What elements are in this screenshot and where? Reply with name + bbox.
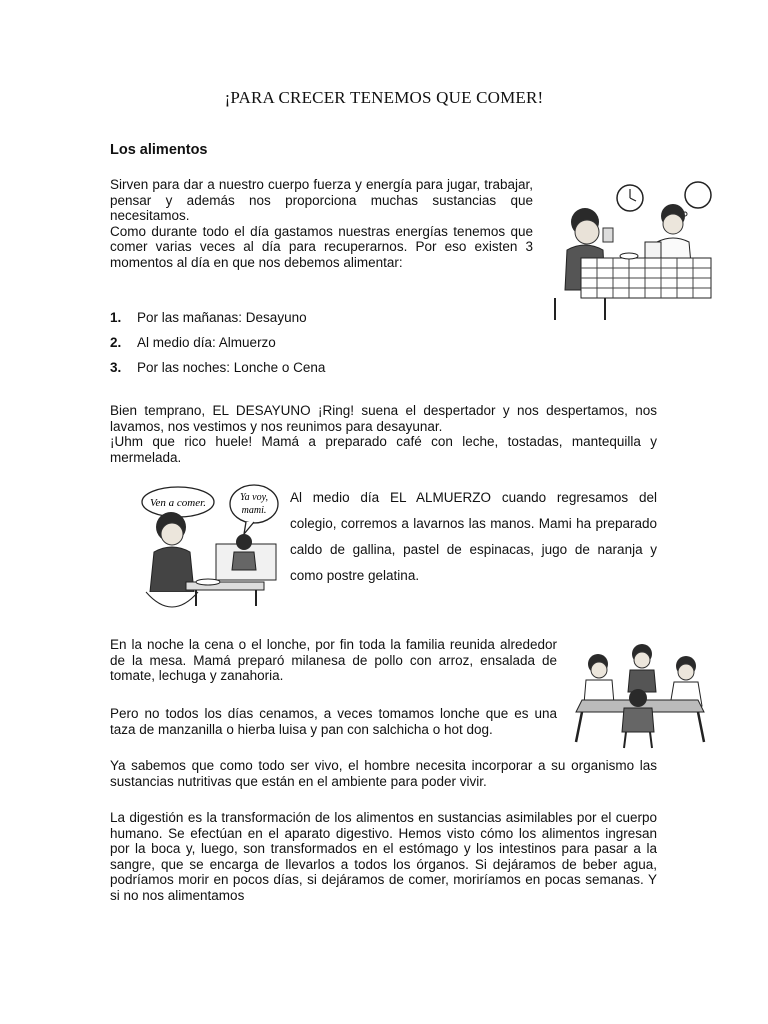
list-item (110, 310, 530, 335)
list-number: 3. (110, 360, 122, 375)
mother-speech-text: Ven a comer. (150, 497, 206, 509)
section-heading: Los alimentos (110, 142, 208, 158)
breakfast-paragraph: Bien temprano, EL DESAYUNO ¡Ring! suena el despertador y nos despertamos, nos lavamos, nos vestimos y nos reunimos para desayunar. ¡Uhm que rico huele! Mamá a preparado café con leche, tostadas, mantequilla y mermelada. (110, 403, 657, 465)
list-item (110, 335, 530, 360)
child-speech-text-1: Ya voy, (240, 492, 268, 503)
list-text: Por las noches: Lonche o Cena (137, 360, 326, 375)
list-text: Por las mañanas: Desayuno (137, 310, 307, 325)
intro-paragraph (110, 177, 533, 270)
nutrients-paragraph: Ya sabemos que como todo ser vivo, el hombre necesita incorporar a su organismo las sustancias nutritivas que están en el ambiente para poder vivir. (110, 758, 657, 789)
digestion-paragraph: La digestión es la transformación de los alimentos en sustancias asimilables por el cuerpo humano. Se efectúan en el aparato digestivo. Hemos visto cómo los alimentos ingresan por la boca y, luego, son transformados en el estómago y los intestinos para pasar a la sangre, que se encarga de llevarlos a todos los órganos. Si dejáramos de beber agua, podríamos morir en pocos días, si dejáramos de comer, moriríamos en pocas semanas. Y si no nos alimentamos (110, 810, 657, 903)
list-item (110, 360, 530, 385)
dinner-paragraph: En la noche la cena o el lonche, por fin toda la familia reunida alrededor de la mesa. Mamá preparó milanesa de pollo con arroz, ensalada de tomate, lechuga y zanahoria. (110, 637, 557, 683)
intro-text: Sirven para dar a nuestro cuerpo fuerza y energía para jugar, trabajar, pensar y además nos proporciona muchas sustancias que necesitamos. Como durante todo el día gastamos nuestras energías tenemos que comer varias veces al día para recuperarnos. Por eso existen 3 momentos al día en que nos debemos alimentar: (110, 177, 533, 270)
dinner-illustration (568, 640, 713, 750)
lunch-paragraph: Al medio día EL ALMUERZO cuando regresamos del colegio, corremos a lavarnos las manos. Mami ha preparado caldo de gallina, pastel de espinacas, jugo de naranja y como postre gelatina. (290, 490, 657, 583)
lunch-illustration (116, 482, 282, 622)
breakfast-illustration (545, 180, 712, 320)
meal-times-list (110, 310, 530, 385)
list-number: 2. (110, 335, 122, 350)
document-title: ¡PARA CRECER TENEMOS QUE COMER! (224, 88, 544, 107)
list-number: 1. (110, 310, 122, 325)
list-text: Al medio día: Almuerzo (137, 335, 276, 350)
lonche-paragraph: Pero no todos los días cenamos, a veces tomamos lonche que es una taza de manzanilla o hierba luisa y pan con salchicha o hot dog. (110, 706, 557, 737)
child-speech-text-2: mami. (241, 505, 267, 516)
